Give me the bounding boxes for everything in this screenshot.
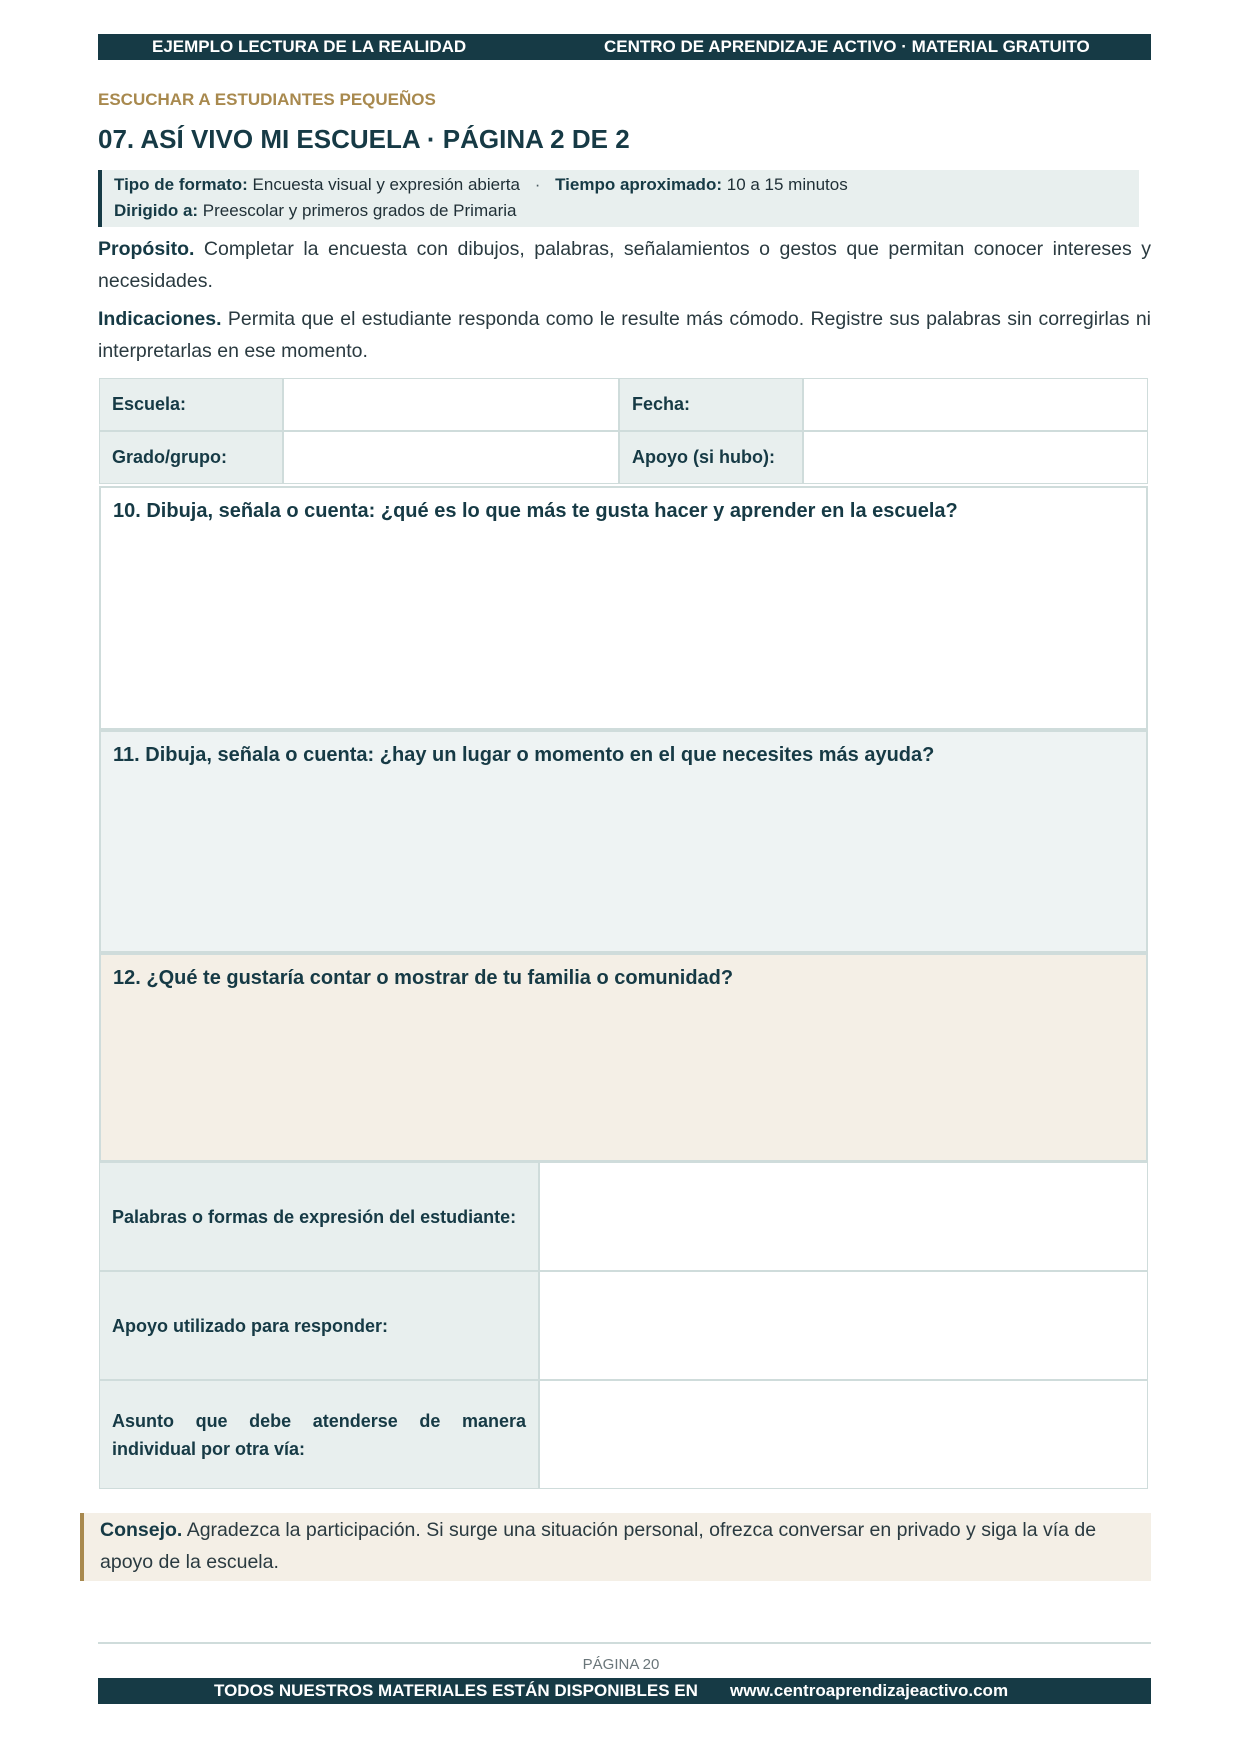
tip-box: [80, 1513, 1151, 1581]
meta-row-audience: [114, 198, 516, 224]
audience-label: Dirigido a:: [114, 201, 199, 220]
audience-value: Preescolar y primeros grados de Primaria: [202, 201, 517, 220]
page-number: PÁGINA 20: [582, 1656, 660, 1673]
page-title: 07. ASÍ VIVO MI ESCUELA · PÁGINA 2 DE 2: [98, 124, 630, 154]
date-label: Fecha:: [619, 378, 803, 431]
obs-individual-field[interactable]: [539, 1380, 1148, 1489]
obs-support-label: Apoyo utilizado para responder:: [99, 1271, 539, 1380]
footer-divider: [98, 1642, 1151, 1644]
question-11-box[interactable]: [99, 730, 1148, 953]
tip-text: Agradezca la participación. Si surge una situación personal, ofrezca conversar en privado y siga la vía de apoyo de la escuela.: [100, 1519, 1097, 1573]
meta-separator: ·: [534, 175, 541, 194]
obs-individual-label: Asunto que debe atenderse de manera individual por otra vía:: [99, 1380, 539, 1489]
section-kicker: ESCUCHAR A ESTUDIANTES PEQUEÑOS: [98, 90, 436, 109]
time-value: 10 a 15 minutos: [726, 175, 848, 194]
footer-left-text: TODOS NUESTROS MATERIALES ESTÁN DISPONIBLES EN: [214, 1681, 698, 1700]
obs-support-field[interactable]: [539, 1271, 1148, 1380]
question-12-box[interactable]: [99, 953, 1148, 1162]
header-bar: [98, 34, 1151, 60]
purpose-label: Propósito.: [98, 238, 195, 260]
support-field[interactable]: [803, 431, 1148, 484]
tip-label: Consejo.: [100, 1519, 183, 1541]
instructions-label: Indicaciones.: [98, 308, 222, 330]
grade-label: Grado/grupo:: [99, 431, 283, 484]
footer-bar: [98, 1678, 1151, 1704]
time-label: Tiempo aproximado:: [555, 175, 722, 194]
school-label: Escuela:: [99, 378, 283, 431]
grade-field[interactable]: [283, 431, 619, 484]
obs-expression-field[interactable]: [539, 1162, 1148, 1271]
instructions-text: Permita que el estudiante responda como le resulte más cómodo. Registre sus palabras sin corregirlas ni interpretarlas en ese momento.: [98, 308, 1151, 362]
question-10-box[interactable]: [99, 486, 1148, 730]
meta-box: [98, 170, 1139, 227]
format-label: Tipo de formato:: [114, 175, 248, 194]
question-11-text: 11. Dibuja, señala o cuenta: ¿hay un lugar o momento en el que necesites más ayuda?: [113, 744, 935, 766]
purpose-text: Completar la encuesta con dibujos, palabras, señalamientos o gestos que permitan conocer intereses y necesidades.: [98, 238, 1151, 292]
header-right-text: CENTRO DE APRENDIZAJE ACTIVO · MATERIAL GRATUITO: [604, 37, 1090, 56]
date-field[interactable]: [803, 378, 1148, 431]
question-10-text: 10. Dibuja, señala o cuenta: ¿qué es lo que más te gusta hacer y aprender en la escuela?: [113, 500, 958, 522]
meta-row-format-time: [114, 172, 848, 198]
footer-website-link[interactable]: www.centroaprendizajeactivo.com: [730, 1681, 1009, 1700]
format-value: Encuesta visual y expresión abierta: [252, 175, 520, 194]
school-field[interactable]: [283, 378, 619, 431]
question-12-text: 12. ¿Qué te gustaría contar o mostrar de tu familia o comunidad?: [113, 967, 734, 989]
instructions-paragraph: [98, 303, 1151, 367]
obs-expression-label: Palabras o formas de expresión del estudiante:: [99, 1162, 539, 1271]
header-left-text: EJEMPLO LECTURA DE LA REALIDAD: [152, 37, 467, 56]
support-label: Apoyo (si hubo):: [619, 431, 803, 484]
purpose-paragraph: [98, 233, 1151, 297]
